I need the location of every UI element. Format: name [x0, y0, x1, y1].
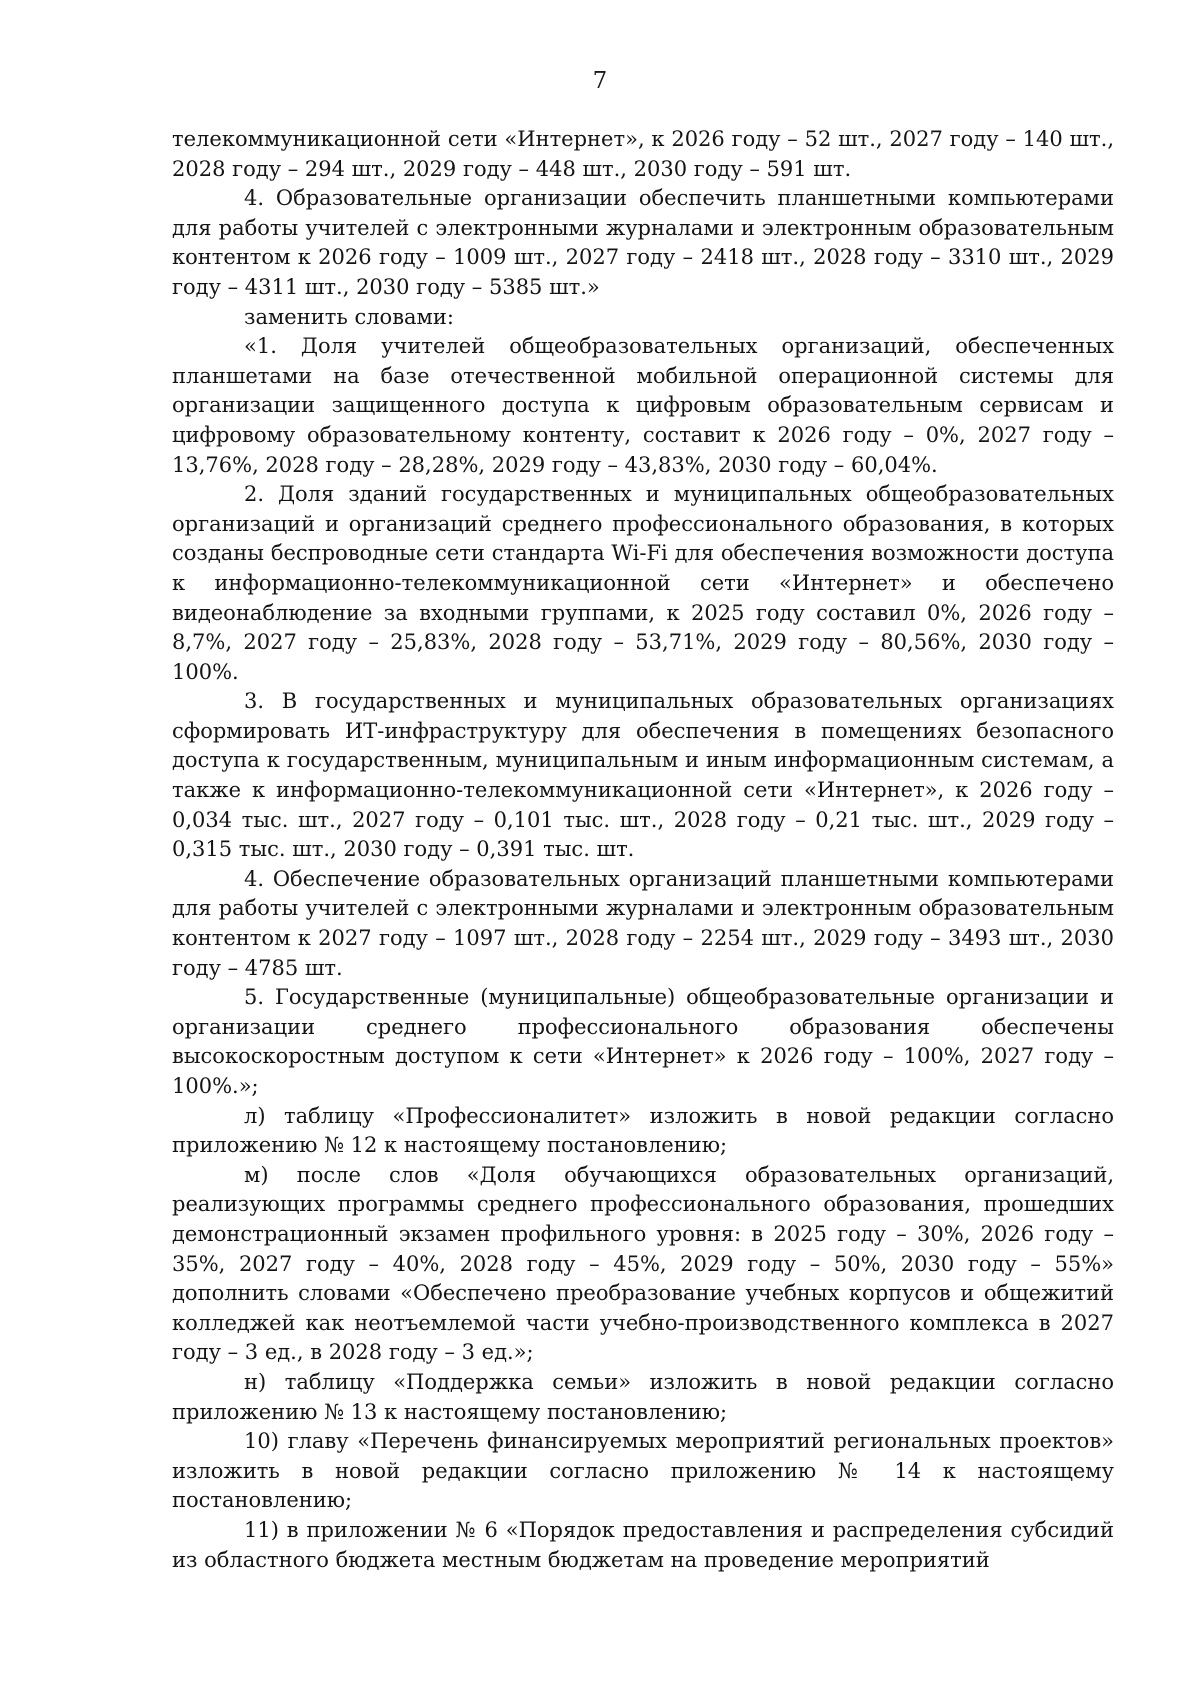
paragraph-continuation: телекоммуникационной сети «Интернет», к 2026 году – 52 шт., 2027 году – 140 шт., 2028 году – 294 шт., 2029 году – 448 шт., 2030 году – 591 шт. [172, 127, 1114, 181]
paragraph-item-4-old: 4. Образовательные организации обеспечить планшетными компьютерами для работы учителей с электронными журналами и электронным образовательным контентом к 2026 году – 1009 шт., 2027 году – 2418 шт., 2028 году – 3310 шт., 2029 году – 4311 шт., 2030 году – 5385 шт.» [172, 186, 1114, 299]
paragraph-11: 11) в приложении № 6 «Порядок предоставления и распределения субсидий из областного бюджета местным бюджетам на проведение мероприятий [172, 1517, 1114, 1572]
paragraph-item-3: 3. В государственных и муниципальных образовательных организациях сформировать ИТ-инфраструктуру для обеспечения в помещениях безопасного доступа к государственным, муниципальным и иным информационным системам, а также к информационно-телекоммуникационной сети «Интернет», к 2026 году – 0,034 тыс. шт., 2027 году – 0,101 тыс. шт., 2028 году – 0,21 тыс. шт., 2029 году – 0,315 тыс. шт., 2030 году – 0,391 тыс. шт. [172, 689, 1114, 862]
document-body [172, 125, 1114, 1575]
paragraph-item-4: 4. Обеспечение образовательных организаций планшетными компьютерами для работы учителей с электронными журналами и электронным образовательным контентом к 2027 году – 1097 шт., 2028 году – 2254 шт., 2029 году – 3493 шт., 2030 году – 4785 шт. [172, 866, 1114, 980]
paragraph-l: л) таблицу «Профессионалитет» изложить в новой редакции согласно приложению № 12 к настоящему постановлению; [172, 1103, 1114, 1158]
page-number: 7 [592, 68, 608, 94]
paragraph-item-2: 2. Доля зданий государственных и муниципальных общеобразовательных организаций и организаций среднего профессионального образования, в которых созданы беспроводные сети стандарта Wi-Fi для обеспечения возможности доступа к информационно-телекоммуникационной сети «Интернет» и обеспечено видеонаблюдение за входными группами, к 2025 году составил 0%, 2026 году – 8,7%, 2027 году – 25,83%, 2028 году – 53,71%, 2029 году – 80,56%, 2030 году – 100%. [172, 482, 1114, 684]
paragraph-replace-words: заменить словами: [244, 304, 454, 329]
paragraph-m: м) после слов «Доля обучающихся образовательных организаций, реализующих программы среднего профессионального образования, прошедших демонстрационный экзамен профильного уровня: в 2025 году – 30%, 2026 году – 35%, 2027 году – 40%, 2028 году – 45%, 2029 году – 50%, 2030 году – 55%» дополнить словами «Обеспечено преобразование учебных корпусов и общежитий колледжей как неотъемлемой части учебно-производственного комплекса в 2027 году – 3 ед., в 2028 году – 3 ед.»; [172, 1162, 1114, 1365]
paragraph-item-1: «1. Доля учителей общеобразовательных организаций, обеспеченных планшетами на базе отечественной мобильной операционной системы для организации защищенного доступа к цифровым образовательным сервисам и цифровому образовательному контенту, составит к 2026 году – 0%, 2027 году – 13,76%, 2028 году – 28,28%, 2029 году – 43,83%, 2030 году – 60,04%. [172, 334, 1114, 477]
paragraph-item-5: 5. Государственные (муниципальные) общеобразовательные организации и организации среднего профессионального образования обеспечены высокоскоростным доступом к сети «Интернет» к 2026 году – 100%, 2027 году – 100%.»; [172, 985, 1114, 1098]
paragraph-n: н) таблицу «Поддержка семьи» изложить в новой редакции согласно приложению № 13 к настоящему постановлению; [172, 1369, 1114, 1424]
paragraph-10: 10) главу «Перечень финансируемых мероприятий региональных проектов» изложить в новой редакции согласно приложению № 14 к настоящему постановлению; [172, 1429, 1114, 1513]
